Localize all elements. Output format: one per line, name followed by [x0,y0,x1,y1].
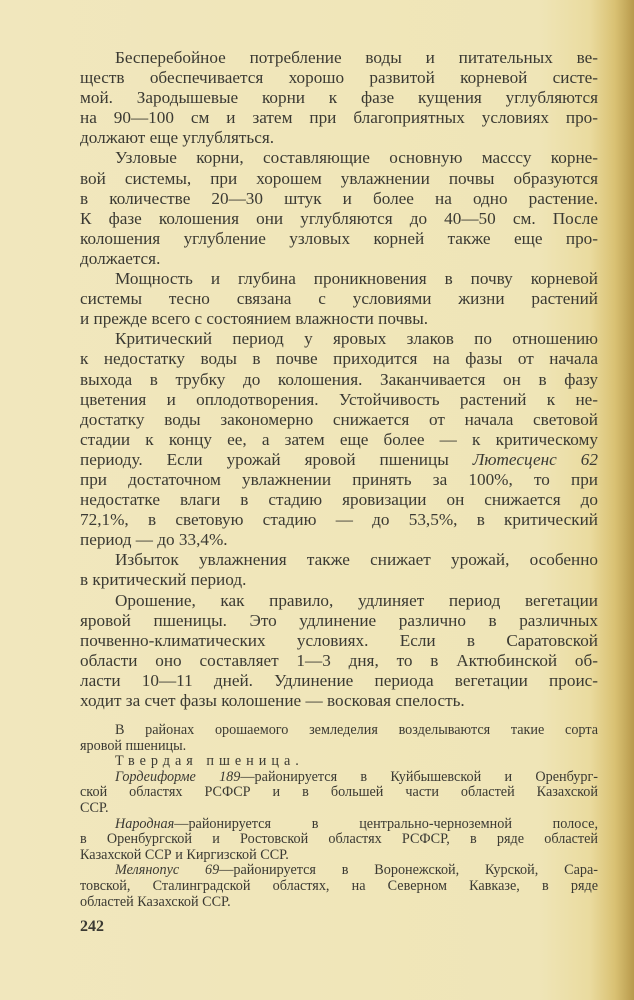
text-line [80,189,598,209]
text-segment: достатку воды закономерно снижается от начала световой [80,409,598,429]
text-line [80,470,598,490]
text-line [80,570,598,590]
text-line [80,785,598,801]
italic-text: Мелянопус 69 [115,862,220,879]
text-line [80,490,598,510]
text-line [80,848,598,864]
text-segment: в количестве 20—30 штук и более на одно растение. [80,188,598,208]
text-line [80,249,598,269]
text-line [80,723,598,739]
paragraph [80,723,598,754]
text-line [80,410,598,430]
text-line [80,671,598,691]
text-segment: к недостатку воды в почве приходится на фазы от начала [80,349,598,369]
paragraph [80,550,598,590]
text-segment: в критический период. [80,570,247,590]
spaced-heading: Твердая пшеница. [115,753,304,770]
text-line [80,108,598,128]
text-segment: недостатке влаги в стадию яровизации он снижается до [80,490,598,510]
text-segment: мой. Зародышевые корни к фазе кущения углубляются [80,88,598,108]
text-line [80,68,598,88]
text-line [80,209,598,229]
text-segment: К фазе колошения они углубляются до 40—50 см. После [80,208,598,228]
paragraph [80,269,598,329]
text-segment: —районируется в Куйбышевской и Оренбург- [240,768,598,785]
text-segment: Орошение, как правило, удлиняет период вегетации [115,590,598,610]
text-segment: ходит за счет фазы колошение — восковая спелость. [80,691,465,710]
italic-text: Гордеиформе 189 [115,768,241,785]
text-line [80,591,598,611]
text-line [80,832,598,848]
main-text [80,48,598,711]
text-segment: колошения углубление узловых корней также еще про- [80,228,598,248]
text-line [80,801,598,817]
text-segment: ССР. [80,800,109,817]
text-segment: должают еще углубляться. [80,128,275,148]
text-segment: —районируется в центрально-черноземной полосе, [174,815,598,832]
text-line [80,691,598,711]
text-line [80,128,598,148]
paragraph [80,770,598,817]
text-segment: ществ обеспечивается хорошо развитой корневой систе- [80,68,598,88]
text-segment: и прежде всего с состоянием влажности почвы. [80,309,429,329]
footnote-text [80,723,598,910]
text-line [80,349,598,369]
text-line [80,550,598,570]
text-line [80,611,598,631]
text-line [80,169,598,189]
text-line [80,754,598,770]
text-segment: стадии к концу ее, а затем еще более — к критическому [80,429,598,449]
text-segment: ласти 10—11 дней. Удлинение периода вегетации проис- [80,670,598,690]
paragraph [80,754,598,770]
paragraph [80,148,598,269]
text-segment: яровой пшеницы. Это удлинение различно в различных [80,610,598,630]
text-line [80,879,598,895]
italic-text: Лютесценс 62 [472,449,598,469]
text-segment: выхода в трубку до колошения. Заканчивается он в фазу [80,369,598,389]
page-number: 242 [80,918,104,936]
text-segment: области оно составляет 1—3 дня, то в Актюбинской об- [80,650,598,670]
text-line [80,739,598,755]
italic-text: Народная [115,815,175,832]
text-segment: областей Казахской ССР. [80,893,231,910]
text-segment: Избыток увлажнения также снижает урожай, особенно [115,550,598,570]
text-segment: Казахской ССР и Киргизской ССР. [80,846,289,863]
paragraph [80,817,598,864]
text-line [80,770,598,786]
text-line [80,48,598,68]
text-segment: системы тесно связана с условиями жизни растений [80,289,598,309]
text-segment: вой системы, при хорошем увлажнении почвы образуются [80,168,598,188]
paragraph [80,48,598,148]
text-line [80,895,598,911]
text-line [80,88,598,108]
text-line [80,530,598,550]
text-line [80,269,598,289]
text-segment: Узловые корни, составляющие основную масссу корне- [115,148,598,168]
text-segment: 72,1%, в световую стадию — до 53,5%, в критический [80,510,598,530]
page-body [80,48,598,936]
text-segment: —районируется в Воронежской, Курской, Сара- [219,862,598,879]
text-line [80,631,598,651]
paragraph [80,863,598,910]
text-line [80,229,598,249]
text-segment: Мощность и глубина проникновения в почву корневой [115,269,598,289]
paragraph [80,329,598,550]
text-segment: Бесперебойное потребление воды и питательных ве- [115,48,598,67]
text-line [80,289,598,309]
text-segment: ской областях РСФСР и в большей части областей Казахской [80,784,598,801]
text-line [80,651,598,671]
text-segment: Критический период у яровых злаков по отношению [115,329,598,349]
text-line [80,370,598,390]
text-line [80,817,598,833]
text-segment: товской, Сталинградской областях, на Северном Кавказе, в ряде [80,878,598,895]
text-line [80,390,598,410]
text-line [80,450,598,470]
text-line [80,148,598,168]
text-segment: периоду. Если урожай яровой пшеницы [80,449,473,469]
text-line [80,430,598,450]
text-segment: при достаточном увлажнении принять за 100%, то при [80,469,598,489]
text-line [80,863,598,879]
text-segment: В районах орошаемого земледелия возделываются такие сорта [115,722,598,739]
text-segment: почвенно-климатических условиях. Если в Саратовской [80,630,598,650]
text-segment: яровой пшеницы. [80,737,187,754]
text-segment: период — до 33,4%. [80,530,228,550]
text-line [80,309,598,329]
text-segment: цветения и оплодотворения. Устойчивость растений к не- [80,389,598,409]
text-segment: на 90—100 см и затем при благоприятных условиях про- [80,108,598,128]
paragraph [80,591,598,712]
text-segment: в Оренбургской и Ростовской областях РСФСР, в ряде областей [80,831,598,848]
text-segment: должается. [80,248,161,268]
text-line [80,510,598,530]
text-line [80,329,598,349]
